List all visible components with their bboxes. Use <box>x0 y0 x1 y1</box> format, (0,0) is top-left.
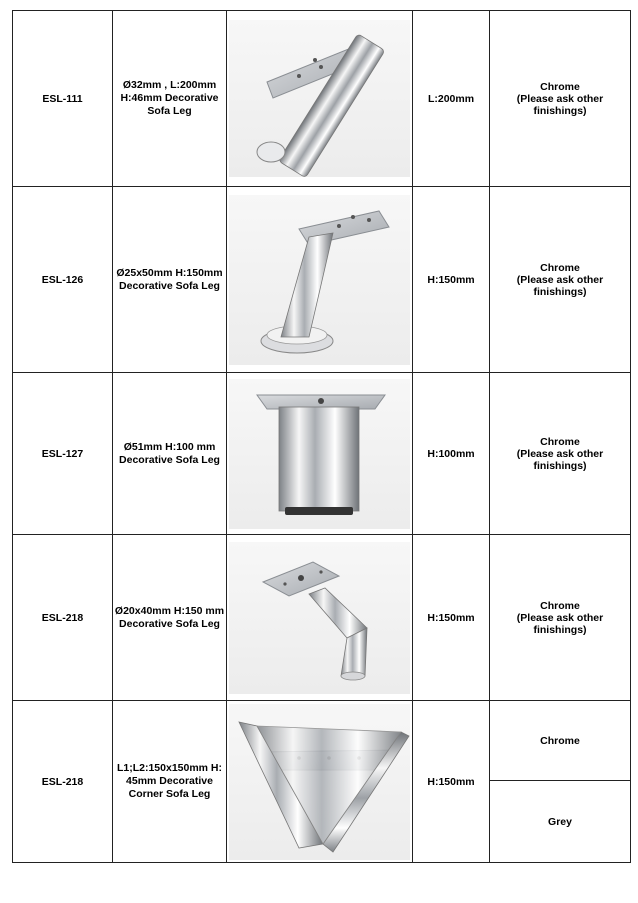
product-photo <box>227 535 413 701</box>
product-finish <box>490 373 631 535</box>
product-description: Ø25x50mm H:150mm Decorative Sofa Leg <box>113 187 227 373</box>
product-dimension: H:100mm <box>413 373 490 535</box>
product-row <box>13 701 631 781</box>
product-finish <box>490 535 631 701</box>
sofa-leg-image <box>229 20 410 177</box>
product-description: Ø32mm , L:200mm H:46mm Decorative Sofa Leg <box>113 11 227 187</box>
product-finish-option <box>490 781 631 863</box>
product-photo <box>227 701 413 863</box>
product-code: ESL-111 <box>13 11 113 187</box>
finish-note: (Please ask other finishings) <box>516 447 604 472</box>
product-code: ESL-218 <box>13 535 113 701</box>
product-photo <box>227 187 413 373</box>
product-row <box>13 187 631 373</box>
finish-note: (Please ask other finishings) <box>516 611 604 636</box>
product-dimension: L:200mm <box>413 11 490 187</box>
product-finish <box>490 187 631 373</box>
finish-name: Chrome <box>540 435 580 448</box>
sofa-leg-image <box>229 195 410 365</box>
sofa-leg-image <box>229 542 410 694</box>
product-code: ESL-126 <box>13 187 113 373</box>
corner-sofa-leg-image <box>229 704 410 860</box>
product-row <box>13 11 631 187</box>
product-code: ESL-218 <box>13 701 113 863</box>
finish-name: Chrome <box>540 261 580 274</box>
product-description: Ø51mm H:100 mm Decorative Sofa Leg <box>113 373 227 535</box>
product-finish-option <box>490 701 631 781</box>
finish-note: (Please ask other finishings) <box>516 92 604 117</box>
finish-note: (Please ask other finishings) <box>516 273 604 298</box>
product-table <box>12 10 631 863</box>
finish-name: Grey <box>548 815 572 828</box>
product-row <box>13 535 631 701</box>
product-row <box>13 373 631 535</box>
sofa-leg-image <box>229 379 410 529</box>
product-dimension: H:150mm <box>413 187 490 373</box>
product-description: L1;L2:150x150mm H: 45mm Decorative Corner Sofa Leg <box>113 701 227 863</box>
product-dimension: H:150mm <box>413 701 490 863</box>
product-code: ESL-127 <box>13 373 113 535</box>
finish-name: Chrome <box>540 80 580 93</box>
product-photo <box>227 11 413 187</box>
product-dimension: H:150mm <box>413 535 490 701</box>
finish-name: Chrome <box>540 599 580 612</box>
product-finish <box>490 11 631 187</box>
product-photo <box>227 373 413 535</box>
finish-name: Chrome <box>540 734 580 747</box>
product-description: Ø20x40mm H:150 mm Decorative Sofa Leg <box>113 535 227 701</box>
